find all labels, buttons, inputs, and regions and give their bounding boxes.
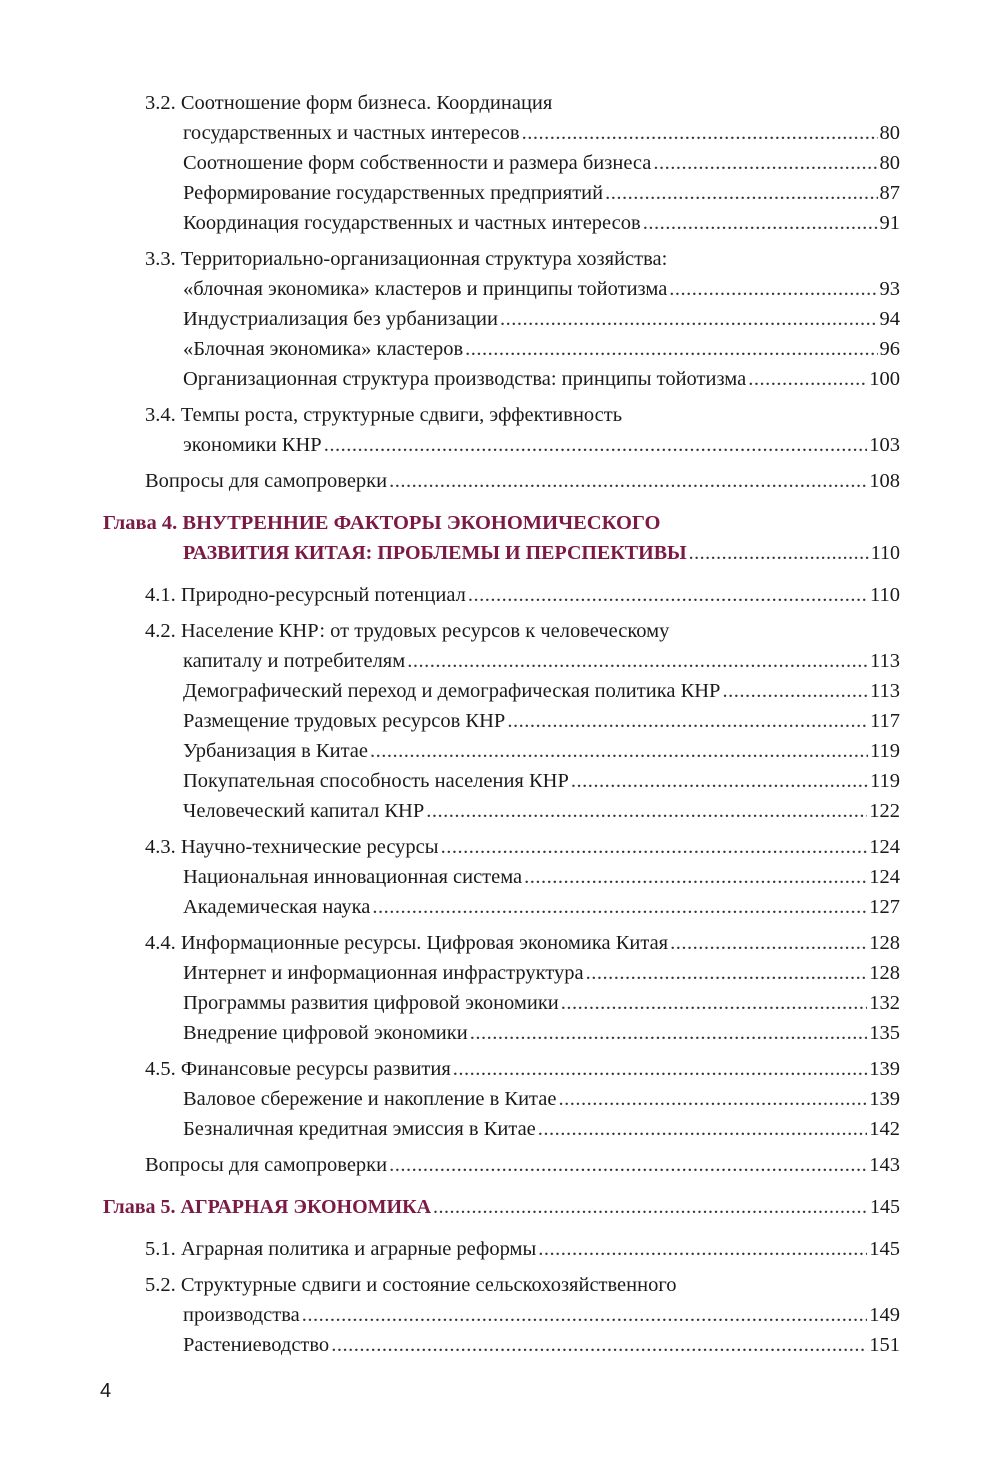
toc-section-5-1[interactable]: 5.1. Аграрная политика и аграрные реформы ..... 145 <box>103 1234 900 1264</box>
dot-leader <box>302 1300 868 1330</box>
dot-leader <box>670 928 867 958</box>
toc-subsection[interactable]: Урбанизация в Китае ..... 119 <box>103 736 900 766</box>
dot-leader <box>470 1018 868 1048</box>
toc-subsection[interactable]: Национальная инновационная система ..... 124 <box>103 862 900 892</box>
toc-page-number: 110 <box>870 584 900 606</box>
dot-leader <box>561 988 867 1018</box>
table-of-contents <box>103 88 900 1360</box>
dot-leader <box>372 892 867 922</box>
toc-section-4-2-title: 4.2. Население КНР: от трудовых ресурсов к человеческому <box>145 620 670 642</box>
toc-section-3-3-title: 3.3. Территориально-организационная структура хозяйства: <box>145 248 668 270</box>
toc-subsection[interactable]: Человеческий капитал КНР ..... 122 <box>103 796 900 826</box>
toc-subsection[interactable]: Индустриализация без урбанизации ..... 94 <box>103 304 900 334</box>
toc-page-number: 119 <box>870 740 900 762</box>
dot-leader <box>689 538 869 568</box>
dot-leader <box>653 148 877 178</box>
dot-leader <box>389 1150 867 1180</box>
toc-page-number: 139 <box>869 1088 900 1110</box>
dot-leader <box>748 364 867 394</box>
toc-subsection[interactable]: «Блочная экономика» кластеров ..... 96 <box>103 334 900 364</box>
dot-leader <box>441 832 868 862</box>
page-number: 4 <box>100 1380 112 1402</box>
toc-subsection[interactable]: Валовое сбережение и накопление в Китае ..... 139 <box>103 1084 900 1114</box>
dot-leader <box>643 208 878 238</box>
toc-page-number: 87 <box>879 182 900 204</box>
toc-subsection[interactable]: Соотношение форм собственности и размера бизнеса ..... 80 <box>103 148 900 178</box>
toc-subsection[interactable]: Организационная структура производства: принципы тойотизма ..... 100 <box>103 364 900 394</box>
toc-section-4-1[interactable]: 4.1. Природно-ресурсный потенциал ..... 110 <box>103 580 900 610</box>
toc-subsection[interactable]: Размещение трудовых ресурсов КНР ..... 117 <box>103 706 900 736</box>
dot-leader <box>433 1192 868 1222</box>
toc-page-number: 139 <box>869 1058 900 1080</box>
toc-subsection[interactable]: Академическая наука ..... 127 <box>103 892 900 922</box>
toc-subsection[interactable]: Демографический переход и демографическая политика КНР ..... 113 <box>103 676 900 706</box>
toc-section-3-4[interactable]: экономики КНР ..... 103 <box>103 430 900 460</box>
toc-page-number: 127 <box>869 896 900 918</box>
dot-leader <box>468 580 868 610</box>
toc-self-check-questions[interactable]: Вопросы для самопроверки ..... 108 <box>103 466 900 496</box>
toc-self-check-questions[interactable]: Вопросы для самопроверки ..... 143 <box>103 1150 900 1180</box>
toc-page-number: 103 <box>869 434 900 456</box>
toc-section-3-3[interactable]: «блочная экономика» кластеров и принципы тойотизма ..... 93 <box>103 274 900 304</box>
toc-subsection[interactable]: Программы развития цифровой экономики ..... 132 <box>103 988 900 1018</box>
toc-page-number: 80 <box>879 152 900 174</box>
toc-page-number: 151 <box>869 1334 900 1356</box>
toc-page-number: 108 <box>869 470 900 492</box>
toc-page-number: 91 <box>879 212 900 234</box>
toc-section-3-2-title: 3.2. Соотношение форм бизнеса. Координация <box>145 92 553 114</box>
toc-page-number: 128 <box>869 932 900 954</box>
toc-subsection[interactable]: Покупательная способность населения КНР ..... 119 <box>103 766 900 796</box>
toc-page-number: 132 <box>869 992 900 1014</box>
dot-leader <box>522 118 878 148</box>
dot-leader <box>407 646 868 676</box>
toc-chapter-4[interactable]: РАЗВИТИЯ КИТАЯ: ПРОБЛЕМЫ И ПЕРСПЕКТИВЫ ..... 110 <box>103 538 900 568</box>
toc-page-number: 110 <box>870 542 900 564</box>
dot-leader <box>538 1114 867 1144</box>
toc-page-number: 117 <box>870 710 900 732</box>
dot-leader <box>507 706 868 736</box>
dot-leader <box>370 736 868 766</box>
toc-subsection[interactable]: Растениеводство ..... 151 <box>103 1330 900 1360</box>
dot-leader <box>669 274 877 304</box>
toc-section-3-4-title: 3.4. Темпы роста, структурные сдвиги, эффективность <box>145 404 623 426</box>
dot-leader <box>571 766 868 796</box>
toc-section-3-2[interactable]: государственных и частных интересов ..... 80 <box>103 118 900 148</box>
toc-section-5-2[interactable]: производства ..... 149 <box>103 1300 900 1330</box>
toc-subsection[interactable]: Безналичная кредитная эмиссия в Китае ..... 142 <box>103 1114 900 1144</box>
dot-leader <box>331 1330 867 1360</box>
toc-page-number: 135 <box>869 1022 900 1044</box>
dot-leader <box>722 676 868 706</box>
toc-subsection[interactable]: Координация государственных и частных интересов ..... 91 <box>103 208 900 238</box>
toc-page-number: 145 <box>870 1196 900 1218</box>
toc-section-4-2[interactable]: капиталу и потребителям ..... 113 <box>103 646 900 676</box>
toc-page-number: 80 <box>879 122 900 144</box>
dot-leader <box>558 1084 867 1114</box>
toc-page-number: 143 <box>869 1154 900 1176</box>
dot-leader <box>586 958 868 988</box>
toc-page-number: 113 <box>870 650 900 672</box>
toc-page-number: 96 <box>879 338 900 360</box>
toc-section-4-4[interactable]: 4.4. Информационные ресурсы. Цифровая экономика Китая ..... 128 <box>103 928 900 958</box>
toc-page-number: 124 <box>869 836 900 858</box>
toc-subsection[interactable]: Внедрение цифровой экономики ..... 135 <box>103 1018 900 1048</box>
toc-chapter-4-title: Глава 4. ВНУТРЕННИЕ ФАКТОРЫ ЭКОНОМИЧЕСКОГО <box>103 512 661 534</box>
toc-section-4-3[interactable]: 4.3. Научно-технические ресурсы ..... 124 <box>103 832 900 862</box>
toc-page-number: 93 <box>879 278 900 300</box>
toc-page-number: 142 <box>869 1118 900 1140</box>
toc-subsection[interactable]: Реформирование государственных предприятий ..... 87 <box>103 178 900 208</box>
toc-page-number: 124 <box>869 866 900 888</box>
dot-leader <box>324 430 868 460</box>
toc-subsection[interactable]: Интернет и информационная инфраструктура ..... 128 <box>103 958 900 988</box>
dot-leader <box>524 862 867 892</box>
toc-page-number: 145 <box>869 1238 900 1260</box>
toc-page-number: 128 <box>869 962 900 984</box>
toc-page-number: 122 <box>869 800 900 822</box>
toc-page-number: 119 <box>870 770 900 792</box>
toc-section-4-5[interactable]: 4.5. Финансовые ресурсы развития ..... 139 <box>103 1054 900 1084</box>
dot-leader <box>605 178 877 208</box>
toc-page-number: 94 <box>879 308 900 330</box>
dot-leader <box>465 334 877 364</box>
dot-leader <box>453 1054 868 1084</box>
toc-chapter-5[interactable]: Глава 5. АГРАРНАЯ ЭКОНОМИКА ..... 145 <box>103 1192 900 1222</box>
toc-section-5-2-title: 5.2. Структурные сдвиги и состояние сельскохозяйственного <box>145 1274 677 1296</box>
toc-page-number: 100 <box>869 368 900 390</box>
toc-page-number: 149 <box>869 1304 900 1326</box>
dot-leader <box>538 1234 867 1264</box>
dot-leader <box>389 466 867 496</box>
toc-page-number: 113 <box>870 680 900 702</box>
dot-leader <box>500 304 878 334</box>
dot-leader <box>426 796 867 826</box>
